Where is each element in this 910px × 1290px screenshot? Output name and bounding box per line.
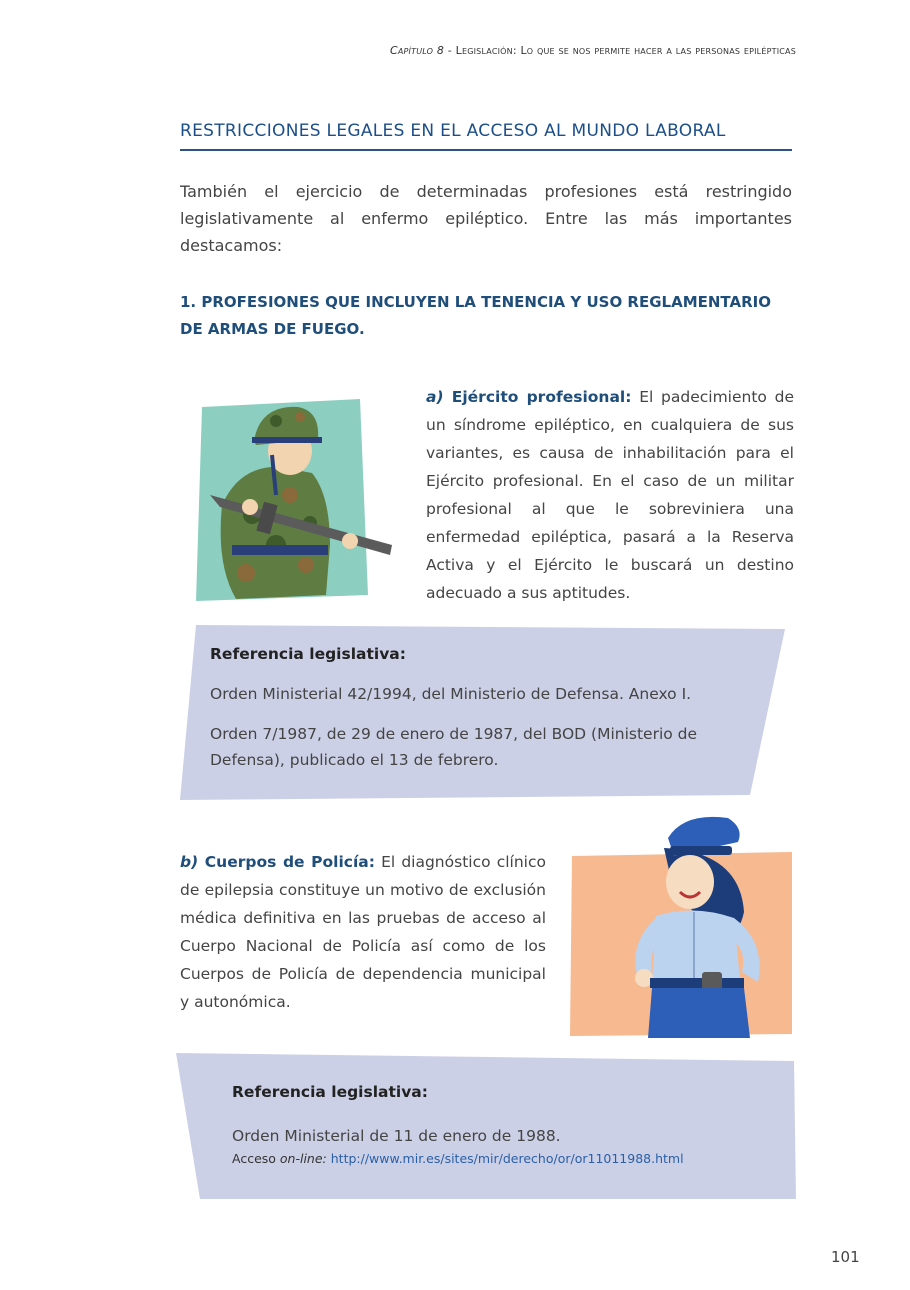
reference-b-line-1: Orden Ministerial de 11 de enero de 1988.: [232, 1127, 561, 1145]
reference-a-line-2: Orden 7/1987, de 29 de enero de 1987, del BOD (Ministerio de Defensa), publicado el 13 de febrero.: [210, 725, 698, 769]
reference-heading-b: Referencia legislativa:: [232, 1083, 428, 1101]
item-a-title: Ejército profesional:: [451, 388, 632, 406]
running-header: [390, 44, 796, 57]
reference-heading-a: Referencia legislativa:: [210, 645, 406, 663]
header-title: Legislación: Lo que se nos permite hacer a las personas epilépticas: [455, 44, 796, 57]
heading-firearms-professions: 1. PROFESIONES QUE INCLUYEN LA TENENCIA Y USO REGLAMENTARIO DE ARMAS DE FUEGO.: [180, 293, 771, 338]
header-chapter: Capítulo 8: [389, 44, 445, 57]
legislative-reference-box-b: [176, 1053, 796, 1201]
page-number: 101: [831, 1248, 860, 1266]
legislative-reference-box-a: [180, 625, 785, 800]
reference-a-line-1: Orden Ministerial 42/1994, del Ministerio de Defensa. Anexo I.: [210, 685, 692, 703]
intro-paragraph: También el ejercicio de determinadas profesiones está restringido legislativamente al enfermo epiléptico. Entre las más importantes destacamos:: [180, 182, 792, 255]
access-online-label: on-line:: [279, 1151, 327, 1166]
reference-url-link[interactable]: http://www.mir.es/sites/mir/derecho/or/or11011988.html: [330, 1151, 684, 1166]
police-officer-illustration: [544, 812, 794, 1038]
item-b-police: [180, 848, 546, 1016]
section-title: RESTRICCIONES LEGALES EN EL ACCESO AL MUNDO LABORAL: [180, 121, 792, 151]
item-b-title: Cuerpos de Policía:: [204, 853, 375, 871]
online-access-line: [232, 1149, 772, 1169]
item-a-army: [426, 383, 794, 607]
item-a-letter: a): [426, 388, 444, 406]
item-b-letter: b): [180, 853, 199, 871]
header-separator: -: [444, 44, 456, 57]
item-a-lead: [426, 388, 631, 406]
item-b-lead: [180, 853, 375, 871]
access-prefix: Acceso: [232, 1151, 280, 1166]
item-a-text: El padecimiento de un síndrome epiléptico, en cualquiera de sus variantes, es causa de inhabilitación para el Ejército profesional. En el caso de un militar profesional al que le sobreviniera una enfermedad epiléptica, pasará a la Reserva Activa y el Ejército le buscará un destino adecuado a sus aptitudes.: [426, 388, 795, 602]
soldier-illustration: [180, 395, 410, 605]
item-b-text: El diagnóstico clínico de epilepsia constituye un motivo de exclusión médica definitiva en las pruebas de acceso al Cuerpo Nacional de Policía así como de los Cuerpos de Policía de dependencia municipal y autonómica.: [180, 853, 546, 1011]
